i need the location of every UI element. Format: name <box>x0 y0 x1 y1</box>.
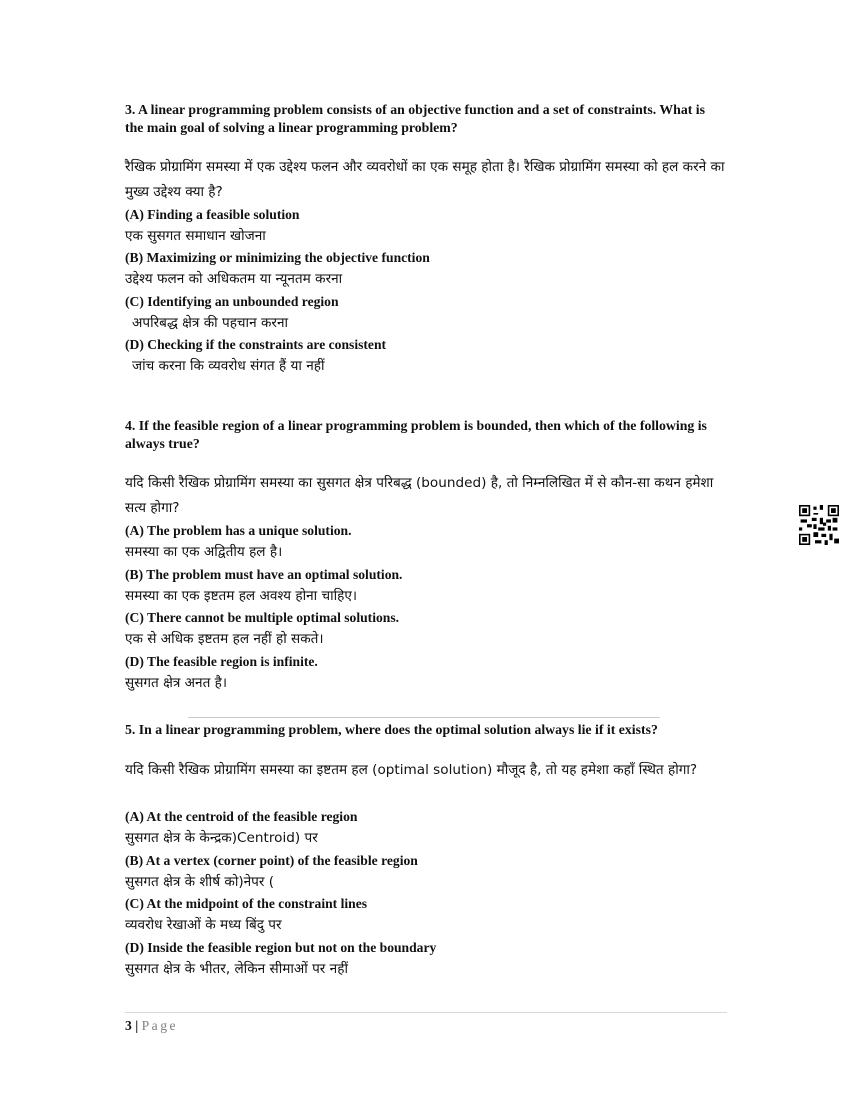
question-3-option-c-hindi: अपरिबद्ध क्षेत्र की पहचान करना <box>132 315 289 331</box>
question-3-hindi: रैखिक प्रोग्रामिंग समस्या में एक उद्देश्य फलन और व्यवरोधों का एक समूह होता है। रैखिक प्रोग्रामिंग समस्या को हल करने का मुख्य उद्देश्य क्या है? <box>125 159 725 200</box>
question-5-option-b: (B) At a vertex (corner point) of the feasible region <box>125 853 418 868</box>
question-4-title: 4. If the feasible region of a linear programming problem is bounded, then which of the following is always true? <box>125 418 707 451</box>
question-4-option-d-hindi: सुसगत क्षेत्र अनत है। <box>125 675 228 691</box>
question-5-title: 5. In a linear programming problem, where does the optimal solution always lie if it exists? <box>125 722 658 737</box>
question-3-option-c: (C) Identifying an unbounded region <box>125 294 339 309</box>
section-divider <box>188 717 660 718</box>
question-5-option-d: (D) Inside the feasible region but not on the boundary <box>125 940 437 955</box>
footer-rule <box>125 1012 727 1013</box>
question-3-option-d: (D) Checking if the constraints are consistent <box>125 337 387 352</box>
question-3-option-a: (A) Finding a feasible solution <box>125 207 300 222</box>
question-3-option-b-hindi: उद्देश्य फलन को अधिकतम या न्यूनतम करना <box>125 271 343 287</box>
question-5-option-c-hindi: व्यवरोध रेखाओं के मध्य बिंदु पर <box>125 917 282 933</box>
question-3-title: 3. A linear programming problem consists of an objective function and a set of constraints. What is the main goal of solving a linear programming problem? <box>125 102 706 135</box>
footer-separator: | <box>135 1018 139 1033</box>
page-label: Page <box>141 1018 179 1033</box>
question-4-option-b: (B) The problem must have an optimal solution. <box>125 567 403 582</box>
question-5-option-c: (C) At the midpoint of the constraint lines <box>125 896 368 911</box>
question-4-hindi: यदि किसी रैखिक प्रोग्रामिंग समस्या का सुसगत क्षेत्र परिबद्ध (bounded) है, तो निम्नलिखित में से कौन-सा कथन हमेशा सत्य होगा? <box>125 475 714 516</box>
question-4-option-a: (A) The problem has a unique solution. <box>125 523 352 538</box>
question-5-option-a: (A) At the centroid of the feasible region <box>125 809 358 824</box>
question-4-option-c: (C) There cannot be multiple optimal solutions. <box>125 610 400 625</box>
question-3-option-d-hindi: जांच करना कि व्यवरोध संगत हैं या नहीं <box>132 358 325 374</box>
qr-code-icon <box>799 505 839 545</box>
question-4-option-a-hindi: समस्या का एक अद्वितीय हल है। <box>125 544 283 560</box>
question-3-option-a-hindi: एक सुसगत समाधान खोजना <box>125 228 266 244</box>
question-5-option-d-hindi: सुसगत क्षेत्र के भीतर, लेकिन सीमाओं पर नहीं <box>125 961 348 977</box>
question-4-option-b-hindi: समस्या का एक इष्टतम हल अवश्य होना चाहिए। <box>125 588 358 604</box>
page-footer <box>125 1017 178 1035</box>
page-number: 3 <box>125 1018 132 1033</box>
question-5-option-a-hindi: सुसगत क्षेत्र के केन्द्रक)Centroid) पर <box>125 830 318 846</box>
question-5-option-b-hindi: सुसगत क्षेत्र के शीर्ष को)नेपर ( <box>125 874 275 890</box>
question-3-option-b: (B) Maximizing or minimizing the objective function <box>125 250 430 265</box>
question-4-option-d: (D) The feasible region is infinite. <box>125 654 318 669</box>
question-5-hindi: यदि किसी रैखिक प्रोग्रामिंग समस्या का इष्टतम हल (optimal solution) मौजूद है, तो यह हमेशा कहाँ स्थित होगा? <box>125 762 698 778</box>
question-4-option-c-hindi: एक से अधिक इष्टतम हल नहीं हो सकते। <box>125 631 324 647</box>
